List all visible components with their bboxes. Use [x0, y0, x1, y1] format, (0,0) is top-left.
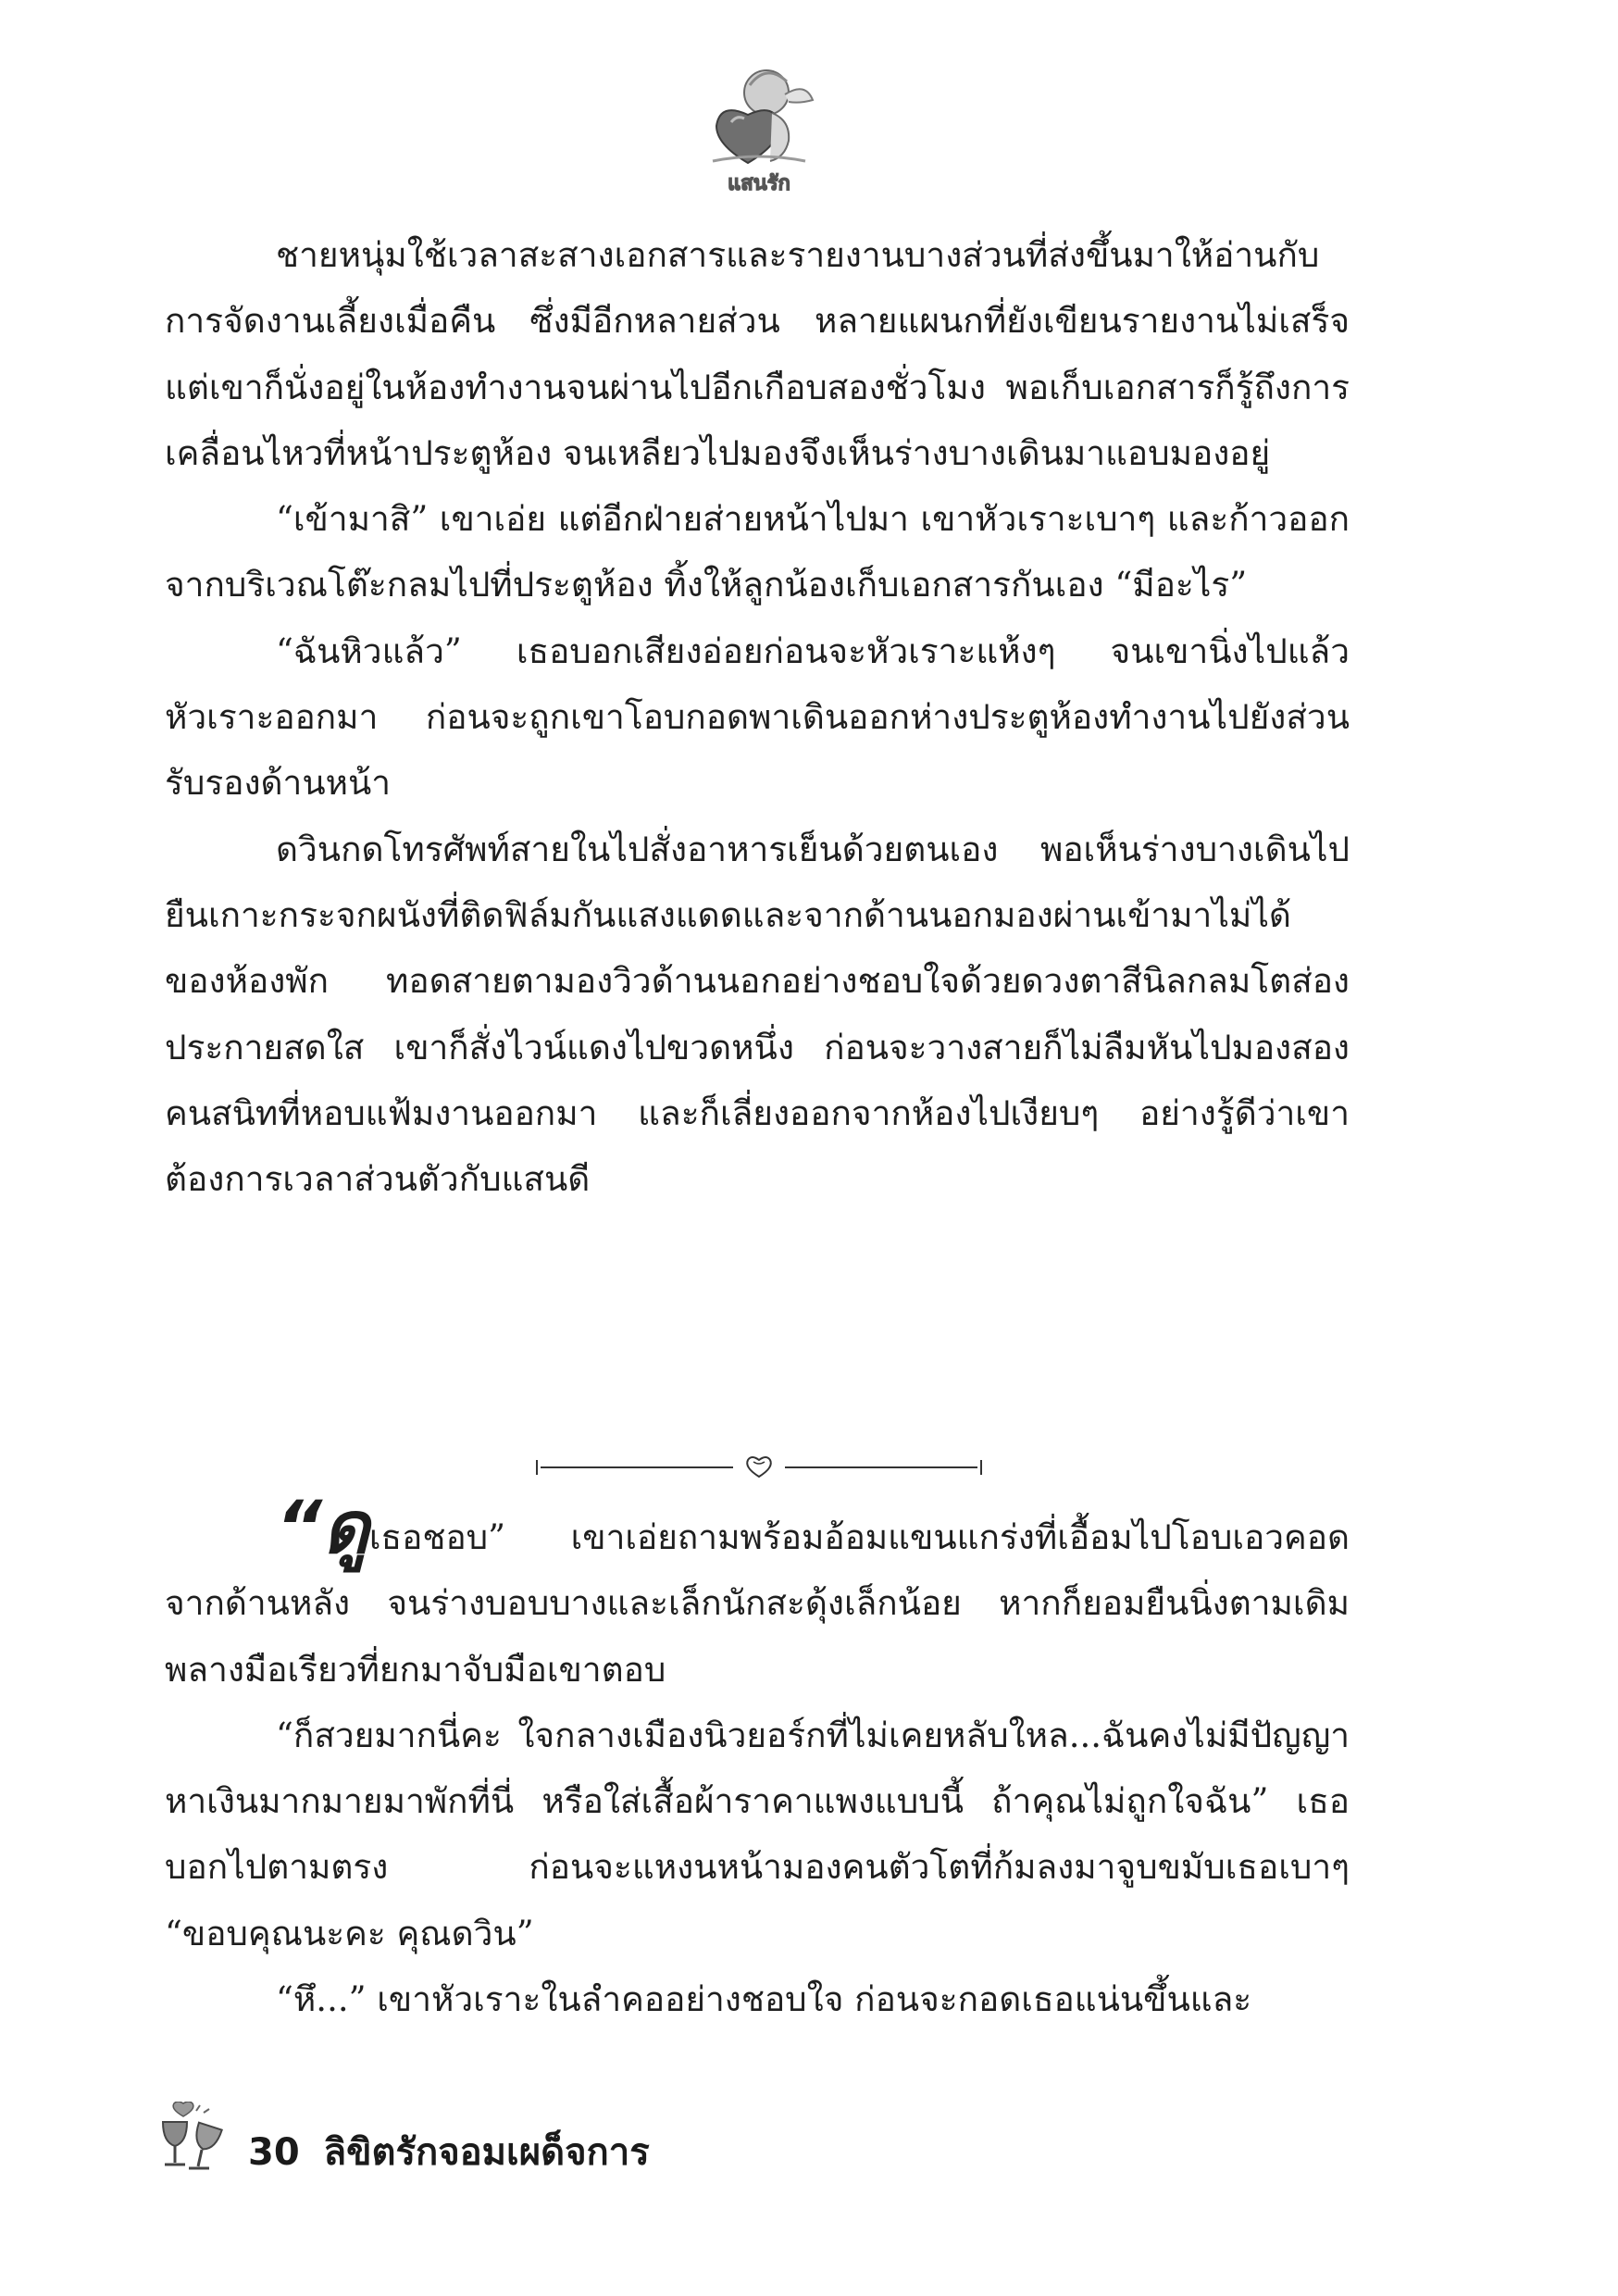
chapter-body-section-1 — [165, 222, 1350, 1212]
paragraph: ชายหนุ่มใช้เวลาสะสางเอกสารและรายงานบางส่วนที่ส่งขึ้นมาให้อ่านกับการจัดงานเลี้ยงเมื่อคืน ซึ่งมีอีกหลายส่วน หลายแผนกที่ยังเขียนรายงานไม่เสร็จ แต่เขาก็นั่งอยู่ในห้องทำงานจนผ่านไปอีกเกือบสองชั่วโมง พอเก็บเอกสารก็รู้ถึงการเคลื่อนไหวที่หน้าประตูห้อง จนเหลียวไปมองจึงเห็นร่างบางเดินมาแอบมองอยู่ — [165, 235, 1350, 473]
section-divider — [518, 1449, 1000, 1486]
paragraph: ดวินกดโทรศัพท์สายในไปสั่งอาหารเย็นด้วยตนเอง พอเห็นร่างบางเดินไปยืนเกาะกระจกผนังที่ติดฟิล์มกันแสงแดดและจากด้านนอกมองผ่านเข้ามาไม่ได้ของห้องพัก ทอดสายตามองวิวด้านนอกอย่างชอบใจด้วยดวงตาสีนิลกลมโตส่องประกายสดใส เขาก็สั่งไวน์แดงไปขวดหนึ่ง ก่อนจะวางสายก็ไม่ลืมหันไปมองสองคนสนิทที่หอบแฟ้มงานออกมา และก็เลี่ยงออกจากห้องไปเงียบๆ อย่างรู้ดีว่าเขาต้องการเวลาส่วนตัวกับแสนดี — [165, 829, 1350, 1200]
dropcap: “ดู — [276, 1487, 369, 1570]
heart-divider-icon — [518, 1449, 1000, 1486]
paragraph: “ฉันหิวแล้ว” เธอบอกเสียงอ่อยก่อนจะหัวเราะแห้งๆ จนเขานิ่งไปแล้วหัวเราะออกมา ก่อนจะถูกเขาโอบกอดพาเดินออกห่างประตูห้องทำงานไปยังส่วนรับรองด้านหน้า — [165, 630, 1350, 804]
footer-label — [248, 2122, 650, 2181]
chapter-body-section-2 — [165, 1487, 1350, 2032]
paragraph: “ก็สวยมากนี่คะ ใจกลางเมืองนิวยอร์กที่ไม่เคยหลับใหล...ฉันคงไม่มีปัญญาหาเงินมากมายมาพักที่นี่ หรือใส่เสื้อผ้าราคาแพงแบบนี้ ถ้าคุณไม่ถูกใจฉัน” เธอบอกไปตามตรง ก่อนจะแหงนหน้ามองคนตัวโตที่ก้มลงมาจูบขมับเธอเบาๆ “ขอบคุณนะคะ คุณดวิน” — [165, 1715, 1350, 1953]
page-number: 30 — [248, 2131, 300, 2174]
logo-wordmark: แสนรัก — [728, 172, 790, 195]
publisher-logo — [694, 57, 824, 195]
wine-glasses-icon — [156, 2102, 239, 2176]
book-title: ลิขิตรักจอมเผด็จการ — [323, 2131, 650, 2174]
cupid-heart-icon — [694, 57, 824, 178]
paragraph: “หึ...” เขาหัวเราะในลำคออย่างชอบใจ ก่อนจะกอดเธอแน่นขึ้นและ — [276, 1979, 1252, 2020]
paragraph-lead-text: เธอชอบ” เขาเอ่ยถามพร้อมอ้อมแขนแกร่งที่เอื้อมไปโอบเอวคอดจากด้านหลัง จนร่างบอบบางและเล็กนักสะดุ้งเล็กน้อย หากก็ยอมยืนนิ่งตามเดิม พลางมือเรียวที่ยกมาจับมือเขาตอบ — [165, 1517, 1350, 1690]
page-footer — [156, 2102, 803, 2176]
paragraph-with-dropcap — [165, 1487, 1350, 1703]
paragraph: “เข้ามาสิ” เขาเอ่ย แต่อีกฝ่ายส่ายหน้าไปมา เขาหัวเราะเบาๆ และก้าวออกจากบริเวณโต๊ะกลมไปที่ประตูห้อง ทิ้งให้ลูกน้องเก็บเอกสารกันเอง “มีอะไร” — [165, 499, 1350, 605]
